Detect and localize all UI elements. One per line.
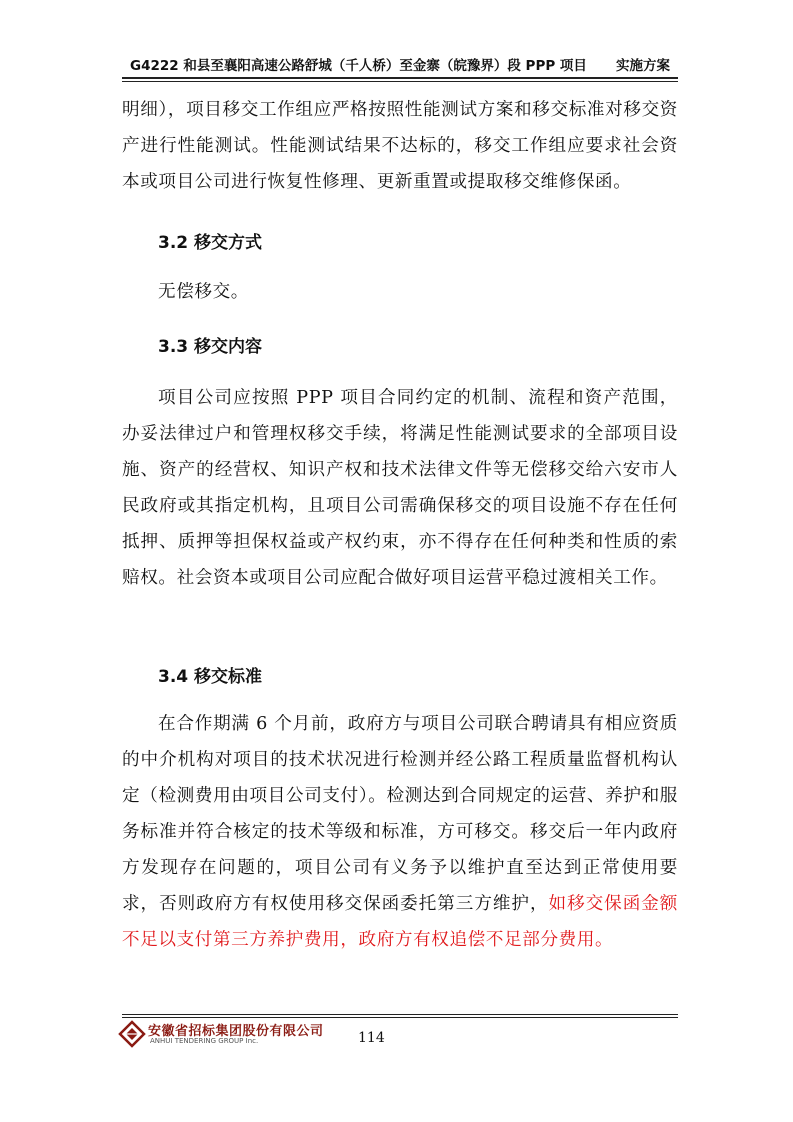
header-title: G4222 和县至襄阳高速公路舒城（千人桥）至金寨（皖豫界）段 PPP 项目 — [130, 58, 587, 74]
page-header — [122, 52, 678, 74]
paragraph-transfer-content: 项目公司应按照 PPP 项目合同约定的机制、流程和资产范围，办妥法律过户和管理权移交手续，将满足性能测试要求的全部项目设施、资产的经营权、知识产权和技术法律文件等无偿移交给六安市人民政府或其指定机构，且项目公司需确保移交的项目设施不存在任何抵押、质押等担保权益或产权约束，亦不得存在任何种类和性质的索赔权。社会资本或项目公司应配合做好项目运营平稳过渡相关工作。 — [122, 388, 678, 588]
logo-english-name: ANHUI TENDERING GROUP Inc. — [150, 1037, 259, 1045]
standard-text: 在合作期满 6 个月前，政府方与项目公司联合聘请具有相应资质的中介机构对项目的技术状况进行检测并经公路工程质量监督机构认定（检测费用由项目公司支付）。检测达到合同规定的运营、养护和服务标准并符合核定的技术等级和标准，方可移交。移交后一年内政府方发现存在问题的，项目公司有义务予以维护直至达到正常使用要求，否则政府方有权使用移交保函委托第三方维护， — [122, 714, 678, 914]
standard-text-emphasis: 如移交保函金额不足以支付第三方养护费用，政府方有权追偿不足部分费用。 — [122, 894, 678, 950]
paragraph-transfer-method: 无偿移交。 — [158, 282, 249, 302]
page-number: 114 — [358, 1030, 385, 1046]
heading-3-3: 3.3 移交内容 — [158, 337, 263, 357]
heading-3-2: 3.2 移交方式 — [158, 233, 263, 253]
footer-rule — [122, 1014, 678, 1015]
header-rule-thin — [122, 81, 678, 82]
company-logo — [118, 1020, 328, 1048]
logo-chinese-name: 安徽省招标集团股份有限公司 — [148, 1024, 324, 1039]
heading-3-4: 3.4 移交标准 — [158, 667, 263, 687]
company-logo-icon — [118, 1020, 146, 1048]
header-section: 实施方案 — [616, 58, 670, 74]
paragraph-performance-test: 明细），项目移交工作组应严格按照性能测试方案和移交标准对移交资产进行性能测试。性能测试结果不达标的，移交工作组应要求社会资本或项目公司进行恢复性修理、更新重置或提取移交维修保函。 — [122, 100, 678, 192]
paragraph-transfer-standard — [122, 706, 678, 958]
footer-rule-thick — [122, 1017, 678, 1018]
header-rule — [122, 77, 678, 79]
